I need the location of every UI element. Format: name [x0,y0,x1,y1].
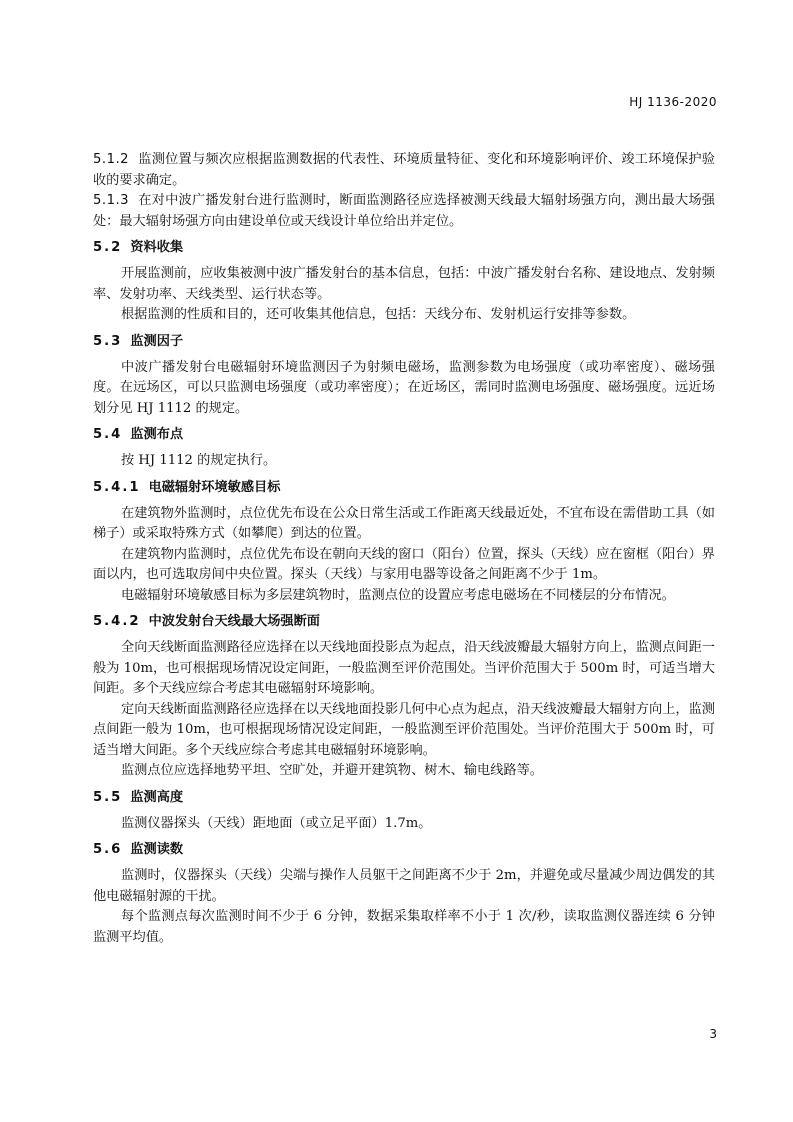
section-number: 5.4.2 [93,614,141,629]
paragraph: 按 HJ 1112 的规定执行。 [121,453,277,468]
section-heading-5-6 [93,840,715,860]
section-number: 5.4.1 [93,479,141,495]
clause-number: 5.1.2 [93,152,130,167]
paragraph: 开展监测前，应收集被测中波广播发射台的基本信息，包括：中波广播发射台名称、建设地点、发射频率、发射功率、天线类型、运行状态等。 [93,266,715,302]
section-title: 监测读数 [130,842,184,857]
paragraph: 监测时，仪器探头（天线）尖端与操作人员躯干之间距离不少于 2m，并避免或尽量减少周边偶发的其他电磁辐射源的干扰。 [93,868,715,904]
paragraph: 监测仪器探头（天线）距地面（或立足平面）1.7m。 [121,815,432,831]
paragraph: 电磁辐射环境敏感目标为多层建筑物时，监测点位的设置应考虑电磁场在不同楼层的分布情况。 [121,587,675,603]
document-body [93,150,715,948]
clause-text: 监测位置与频次应根据监测数据的代表性、环境质量特征、变化和环境影响评价、竣工环境保护验收的要求确定。 [93,152,715,188]
section-number: 5.2 [93,240,123,255]
section-heading-5-4-1 [93,478,715,498]
section-number: 5.4 [93,427,123,442]
section-title: 电磁辐射环境敏感目标 [148,479,281,495]
paragraph: 在建筑物内监测时，点位优先布设在朝向天线的窗口（阳台）位置，探头（天线）应在窗框（阳台）界面以内，也可选取房间中央位置。探头（天线）与家用电器等设备之间距离不少于 1m。 [93,546,715,582]
standard-code-header: HJ 1136-2020 [629,95,717,109]
paragraph: 根据监测的性质和目的，还可收集其他信息，包括：天线分布、发射机运行安排等参数。 [121,307,636,322]
clause-text: 在对中波广播发射台进行监测时，断面监测路径应选择被测天线最大辐射场强方向，测出最大场强处：最大辐射场强方向由建设单位或天线设计单位给出并定位。 [93,193,715,229]
section-heading-5-4 [93,425,715,445]
section-number: 5.3 [93,333,123,349]
clause-number: 5.1.3 [93,193,130,208]
section-title: 监测布点 [130,427,184,442]
section-heading-5-3 [93,332,715,352]
clause-5-1-3 [93,191,715,232]
section-title: 监测因子 [130,333,184,349]
paragraph: 监测点位应选择地势平坦、空旷处，并避开建筑物、树木、输电线路等。 [121,763,543,778]
section-title: 监测高度 [130,789,184,805]
paragraph: 每个监测点每次监测时间不少于 6 分钟，数据采集取样率不小于 1 次/秒，读取监测仪器连续 6 分钟监测平均值。 [93,909,715,945]
clause-5-1-2 [93,150,715,191]
paragraph: 在建筑物外监测时，点位优先布设在公众日常生活或工作距离天线最近处，不宜布设在需借助工具（如梯子）或采取特殊方式（如攀爬）到达的位置。 [93,505,715,541]
section-heading-5-5 [93,788,715,808]
section-title: 中波发射台天线最大场强断面 [148,614,320,629]
paragraph: 定向天线断面监测路径应选择在以天线地面投影几何中心点为起点，沿天线波瓣最大辐射方向上，监测点间距一般为 10m，也可根据现场情况设定间距，一般监测至评价范围处。当评价范围大于 500m 时，可适当增大间距。多个天线应综合考虑其电磁辐射环境影响。 [93,701,715,758]
section-title: 资料收集 [130,240,184,255]
section-number: 5.6 [93,842,123,857]
section-heading-5-2 [93,238,715,258]
section-number: 5.5 [93,789,123,805]
section-heading-5-4-2 [93,612,715,632]
paragraph: 全向天线断面监测路径应选择在以天线地面投影点为起点，沿天线波瓣最大辐射方向上，监测点间距一般为 10m，也可根据现场情况设定间距，一般监测至评价范围处。当评价范围大于 500m 时，可适当增大间距。多个天线应综合考虑其电磁辐射环境影响。 [93,640,715,696]
paragraph: 中波广播发射台电磁辐射环境监测因子为射频电磁场，监测参数为电场强度（或功率密度）、磁场强度。在远场区，可以只监测电场强度（或功率密度）；在近场区，需同时监测电场强度、磁场强度。远近场划分见 HJ 1112 的规定。 [93,359,715,416]
page-number: 3 [709,1027,717,1041]
